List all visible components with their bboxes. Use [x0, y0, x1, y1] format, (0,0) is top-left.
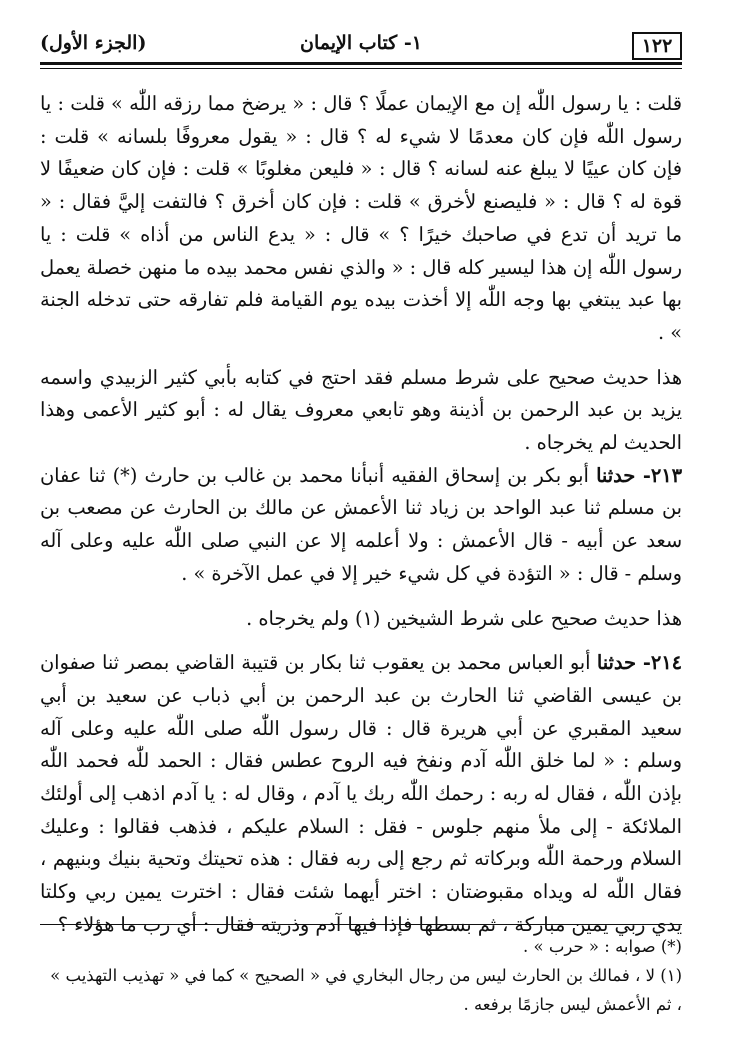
page-number: ١٢٢: [632, 32, 682, 60]
spacer: [40, 350, 682, 362]
hadith-213-text: أبو بكر بن إسحاق الفقيه أنبأنا محمد بن غالب بن حارث (*) ثنا عفان بن مسلم ثنا عبد الواحد بن زياد ثنا الأعمش عن مالك بن الحارث عن مصعب بن سعد عن أبيه - قال الأعمش : ولا أعلمه إلا عن النبي صلى اللّٰه عليه وعلى آله وسلم - قال : « التؤدة في كل شيء خير إلا في عمل الآخرة » .: [40, 463, 682, 585]
hadith-number-213: ٢١٣- حدثنا: [596, 463, 682, 487]
footnote-1: (١) لا ، فمالك بن الحارث ليس من رجال البخاري في « الصحيح » كما في « تهذيب التهذيب » ، ثم الأعمش ليس جازمًا برفعه .: [50, 966, 682, 1014]
hadith-number-214: ٢١٤- حدثنا: [596, 651, 682, 675]
spacer: [40, 591, 682, 603]
paragraph-grading-2: هذا حديث صحيح على شرط الشيخين (١) ولم يخرجاه .: [246, 606, 682, 630]
paragraph-dialogue: قلت : يا رسول اللّٰه إن مع الإيمان عملًا ؟ قال : « يرضخ مما رزقه اللّٰه » قلت : يا رسول اللّٰه فإن كان معدمًا لا شيء له ؟ قال : « يقول معروفًا بلسانه » قلت : فإن كان عييًا لا يبلغ عنه لسانه ؟ قال : « فليعن مغلوبًا » قلت : فإن كان ضعيفًا لا قوة له ؟ قال : « فليصنع لأخرق » قلت : فإن كان أخرق ؟ فالتفت إليَّ فقال : « ما تريد أن تدع في صاحبك خيرًا ؟ » قال : « يدع الناس من أذاه » قلت : يا رسول اللّٰه إن هذا ليسير كله قال : « والذي نفس محمد بيده ما منهن خصلة يعمل بها عبد يبتغي بها وجه اللّٰه إلا أخذت بيده يوم القيامة فلم تفارقه حتى تدخله الجنة » .: [40, 92, 682, 344]
page-header: [40, 28, 682, 70]
footnote-divider: [40, 924, 682, 925]
main-text: [40, 88, 682, 942]
spacer: [40, 635, 682, 647]
volume-label: (الجزء الأول): [40, 32, 147, 54]
hadith-214-text: أبو العباس محمد بن يعقوب ثنا بكار بن قتيبة القاضي بمصر ثنا صفوان بن عيسى القاضي ثنا الحارث بن عبد الرحمن بن أبي ذباب عن سعيد بن أبي سعيد المقبري عن أبي هريرة قال : قال رسول اللّٰه صلى اللّٰه عليه وعلى آله وسلم : « لما خلق اللّٰه آدم ونفخ فيه الروح عطس فقال : الحمد للّٰه فحمد اللّٰه بإذن اللّٰه ، فقال له ربه : رحمك اللّٰه ربك يا آدم ، وقال له : يا آدم اذهب إلى أولئك الملائكة - إلى ملأ منهم جلوس - فقل : السلام عليكم ، فذهب فقالوا : وعليك السلام ورحمة اللّٰه وبركاته ثم رجع إلى ربه فقال : هذه تحيتك وتحية بنيك وبنيهم ، فقال اللّٰه له ويداه مقبوضتان : اختر أيهما شئت فقال : اخترت يمين ربي وكلتا يدي ربي يمين مباركة ، ثم بسطها فإذا فيها آدم وذريته فقال : أي رب ما هؤلاء ؟: [40, 651, 682, 936]
footnotes: [40, 932, 682, 1019]
chapter-title: ١- كتاب الإيمان: [300, 32, 422, 54]
header-rule-thin: [40, 68, 682, 69]
footnote-star: (*) صوابه : « حرب » .: [523, 937, 682, 956]
hadith-214: [40, 647, 682, 941]
hadith-213: [40, 460, 682, 591]
header-rule-thick: [40, 62, 682, 65]
paragraph-grading-1: هذا حديث صحيح على شرط مسلم فقد احتج في كتابه بأبي كثير الزبيدي واسمه يزيد بن عبد الرحمن بن أذينة وهو تابعي معروف يقال له : أبو كثير الأعمى وهذا الحديث لم يخرجاه .: [40, 365, 682, 455]
